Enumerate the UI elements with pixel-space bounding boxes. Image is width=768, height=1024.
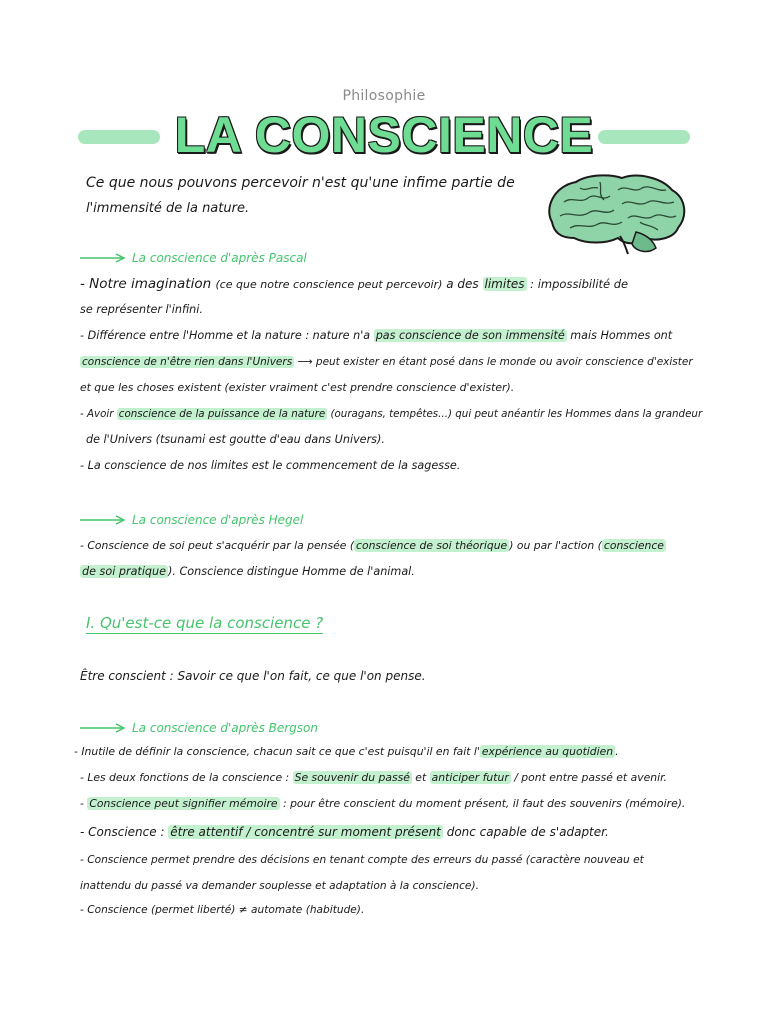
text-span: - Conscience de soi peut s'acquérir par la pensée (	[80, 539, 355, 552]
pascal-line-3	[80, 326, 700, 346]
text-span: : pour être conscient du moment présent, il faut des souvenirs (mémoire).	[279, 797, 686, 810]
text-span: - Différence entre l'Homme et la nature : nature n'a	[80, 329, 374, 342]
page-title: LA CONSCIENCE	[174, 107, 594, 163]
text-span: ⟶ peut exister en étant posé dans le monde ou avoir conscience d'exister	[294, 356, 693, 368]
arrow-icon	[80, 253, 126, 263]
section-heading-pascal	[80, 248, 307, 268]
text-span: - Notre imagination	[80, 276, 216, 292]
highlight-span: conscience	[603, 539, 664, 552]
highlight-span: Conscience peut signifier mémoire	[89, 797, 278, 810]
arrow-icon	[80, 515, 126, 525]
text-span: - Conscience :	[80, 825, 169, 839]
section-heading-label: La conscience d'après Hegel	[132, 513, 304, 527]
hegel-line-2	[80, 562, 700, 582]
bergson-line-3	[80, 794, 700, 814]
highlight-span: expérience au quotidien	[481, 745, 614, 758]
bergson-line-4	[80, 822, 700, 842]
highlight-span: conscience de soi théorique	[356, 539, 508, 552]
bergson-line-1	[74, 742, 694, 762]
highlight-span: conscience de la puissance de la nature	[118, 408, 326, 420]
bergson-line-7: - Conscience (permet liberté) ≠ automate (habitude).	[80, 904, 365, 916]
pascal-line-8: - La conscience de nos limites est le commencement de la sagesse.	[80, 459, 461, 472]
pascal-line-5: et que les choses existent (exister vraiment c'est prendre conscience d'exister).	[80, 381, 515, 394]
text-span: ). Conscience distingue Homme de l'animal.	[168, 565, 415, 578]
text-span: (ce que notre conscience peut percevoir)	[215, 278, 443, 291]
text-span: - Inutile de définir la conscience, chacun sait ce que c'est puisqu'il en fait l'	[74, 745, 480, 758]
hegel-line-1	[80, 536, 700, 556]
text-span: et	[411, 771, 430, 784]
highlight-span: conscience de n'être rien dans l'Univers	[82, 356, 293, 368]
arrow-icon	[80, 723, 126, 733]
pascal-line-4	[80, 352, 700, 372]
highlight-span: limites	[484, 277, 525, 291]
section-heading-label: La conscience d'après Pascal	[132, 251, 307, 265]
highlight-span: être attentif / concentré sur moment présent	[170, 825, 441, 839]
bergson-line-6: inattendu du passé va demander souplesse et adaptation à la conscience).	[80, 880, 479, 892]
definition-line: Être conscient : Savoir ce que l'on fait, ce que l'on pense.	[80, 669, 426, 683]
section-heading-hegel	[80, 510, 303, 530]
text-span: a des	[442, 277, 483, 291]
highlight-span: anticiper futur	[431, 771, 509, 784]
text-span: - Avoir	[80, 408, 117, 420]
section-heading-bergson	[80, 718, 318, 738]
text-span: : impossibilité de	[526, 277, 629, 291]
brain-icon	[540, 172, 690, 258]
text-span: donc capable de s'adapter.	[442, 825, 609, 839]
section-heading-label: La conscience d'après Bergson	[132, 721, 318, 735]
highlight-span: Se souvenir du passé	[294, 771, 410, 784]
bergson-line-5: - Conscience permet prendre des décisions en tenant compte des erreurs du passé (caractère nouveau et	[80, 854, 644, 866]
intro-line-1: Ce que nous pouvons percevoir n'est qu'une infime partie de	[86, 175, 515, 191]
text-span: (ouragans, tempêtes...) qui peut anéantir les Hommes dans la grandeur	[327, 408, 703, 420]
pascal-line-7: de l'Univers (tsunami est goutte d'eau dans Univers).	[86, 433, 385, 446]
text-span: -	[80, 797, 88, 810]
highlight-span: pas conscience de son immensité	[375, 329, 565, 342]
text-span: - Les deux fonctions de la conscience :	[80, 771, 293, 784]
highlight-span: de soi pratique	[82, 565, 167, 578]
subject-label: Philosophie	[342, 88, 426, 104]
text-span: mais Hommes ont	[566, 329, 673, 342]
intro-text	[86, 170, 526, 222]
section-title-question: I. Qu'est-ce que la conscience ?	[86, 614, 324, 632]
text-span: ) ou par l'action (	[509, 539, 602, 552]
text-span: .	[615, 745, 619, 758]
pascal-line-1	[80, 274, 700, 295]
pascal-line-6	[80, 404, 703, 424]
text-span: / pont entre passé et avenir.	[510, 771, 667, 784]
intro-line-2: l'immensité de la nature.	[86, 201, 250, 216]
pascal-line-2: se représenter l'infini.	[80, 303, 203, 316]
bergson-line-2	[80, 768, 700, 788]
